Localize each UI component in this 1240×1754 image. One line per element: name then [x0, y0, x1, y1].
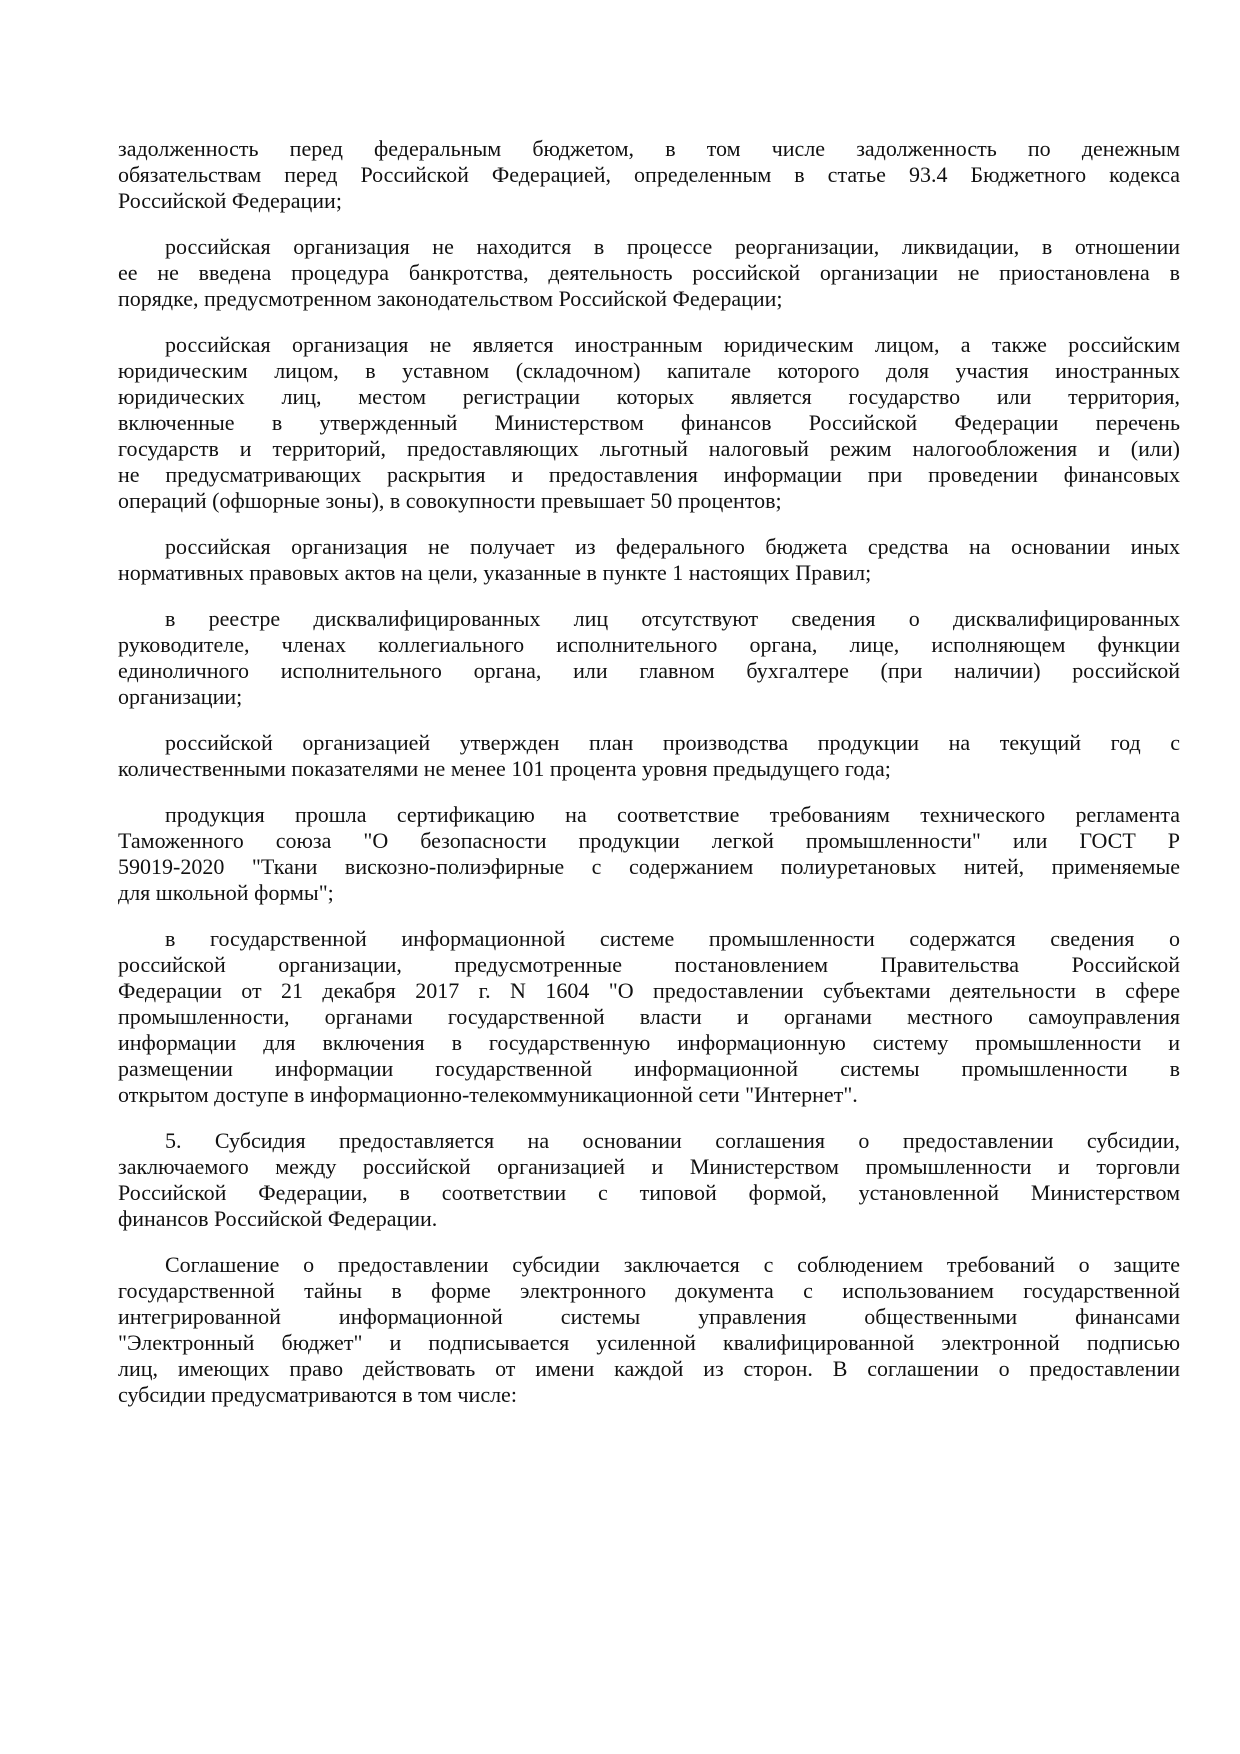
text-line: количественными показателями не менее 101 процента уровня предыдущего года;	[118, 756, 891, 781]
text-line: в государственной информационной системе промышленности содержатся сведения о	[165, 926, 1180, 951]
text-line: промышленности, органами государственной власти и органами местного самоуправления	[118, 1004, 1180, 1029]
text-line: нормативных правовых актов на цели, указанные в пункте 1 настоящих Правил;	[118, 560, 872, 585]
text-line: субсидии предусматриваются в том числе:	[118, 1382, 517, 1407]
paragraph	[118, 234, 1180, 312]
paragraph	[118, 1128, 1180, 1232]
text-line: российская организация не находится в процессе реорганизации, ликвидации, в отношении	[165, 234, 1180, 259]
text-line: для школьной формы";	[118, 880, 334, 905]
text-line: 5. Субсидия предоставляется на основании соглашения о предоставлении субсидии,	[165, 1128, 1180, 1153]
paragraph	[118, 1252, 1180, 1408]
text-line: Федерации от 21 декабря 2017 г. N 1604 "О предоставлении субъектами деятельности в сфере	[118, 978, 1180, 1003]
text-line: организации;	[118, 684, 243, 709]
text-line: юридическим лицом, в уставном (складочном) капитале которого доля участия иностранных	[118, 358, 1180, 383]
paragraph	[118, 730, 1180, 782]
text-line: государств и территорий, предоставляющих льготный налоговый режим налогообложения и (или)	[118, 436, 1180, 461]
text-line: 59019-2020 "Ткани вискозно-полиэфирные с содержанием полиуретановых нитей, применяемые	[118, 854, 1180, 879]
text-line: российская организация не получает из федерального бюджета средства на основании иных	[165, 534, 1180, 559]
text-line: интегрированной информационной системы управления общественными финансами	[118, 1304, 1180, 1329]
text-line: размещении информации государственной информационной системы промышленности в	[118, 1056, 1180, 1081]
text-line: заключаемого между российской организацией и Министерством промышленности и торговли	[118, 1154, 1180, 1179]
document-page	[118, 136, 1180, 1428]
text-line: "Электронный бюджет" и подписывается усиленной квалифицированной электронной подписью	[118, 1330, 1180, 1355]
text-line: открытом доступе в информационно-телекоммуникационной сети "Интернет".	[118, 1082, 858, 1107]
text-line: финансов Российской Федерации.	[118, 1206, 438, 1231]
paragraph	[118, 606, 1180, 710]
text-line: единоличного исполнительного органа, или главном бухгалтере (при наличии) российской	[118, 658, 1180, 683]
text-line: государственной тайны в форме электронного документа с использованием государственной	[118, 1278, 1180, 1303]
text-line: руководителе, членах коллегиального исполнительного органа, лице, исполняющем функции	[118, 632, 1180, 657]
paragraph	[118, 802, 1180, 906]
text-line: задолженность перед федеральным бюджетом, в том числе задолженность по денежным	[118, 136, 1180, 161]
text-line: Российской Федерации, в соответствии с типовой формой, установленной Министерством	[118, 1180, 1180, 1205]
text-line: российской организацией утвержден план производства продукции на текущий год с	[165, 730, 1180, 755]
text-line: не предусматривающих раскрытия и предоставления информации при проведении финансовых	[118, 462, 1180, 487]
text-line: продукция прошла сертификацию на соответствие требованиям технического регламента	[165, 802, 1180, 827]
text-line: включенные в утвержденный Министерством финансов Российской Федерации перечень	[118, 410, 1180, 435]
text-line: в реестре дисквалифицированных лиц отсутствуют сведения о дисквалифицированных	[165, 606, 1180, 631]
text-line: Российской Федерации;	[118, 188, 342, 213]
paragraph	[118, 534, 1180, 586]
text-line: российская организация не является иностранным юридическим лицом, а также российским	[165, 332, 1180, 357]
text-line: обязательствам перед Российской Федерацией, определенным в статье 93.4 Бюджетного кодекса	[118, 162, 1180, 187]
text-line: Таможенного союза "О безопасности продукции легкой промышленности" или ГОСТ Р	[118, 828, 1180, 853]
text-line: российской организации, предусмотренные постановлением Правительства Российской	[118, 952, 1180, 977]
text-line: Соглашение о предоставлении субсидии заключается с соблюдением требований о защите	[165, 1252, 1180, 1277]
text-line: информации для включения в государственную информационную систему промышленности и	[118, 1030, 1180, 1055]
text-line: операций (офшорные зоны), в совокупности превышает 50 процентов;	[118, 488, 782, 513]
text-line: юридических лиц, местом регистрации которых является государство или территория,	[118, 384, 1180, 409]
text-line: ее не введена процедура банкротства, деятельность российской организации не приостановлена в	[118, 260, 1180, 285]
text-line: порядке, предусмотренном законодательством Российской Федерации;	[118, 286, 783, 311]
text-line: лиц, имеющих право действовать от имени каждой из сторон. В соглашении о предоставлении	[118, 1356, 1180, 1381]
paragraph	[118, 136, 1180, 214]
paragraph	[118, 332, 1180, 514]
paragraph	[118, 926, 1180, 1108]
